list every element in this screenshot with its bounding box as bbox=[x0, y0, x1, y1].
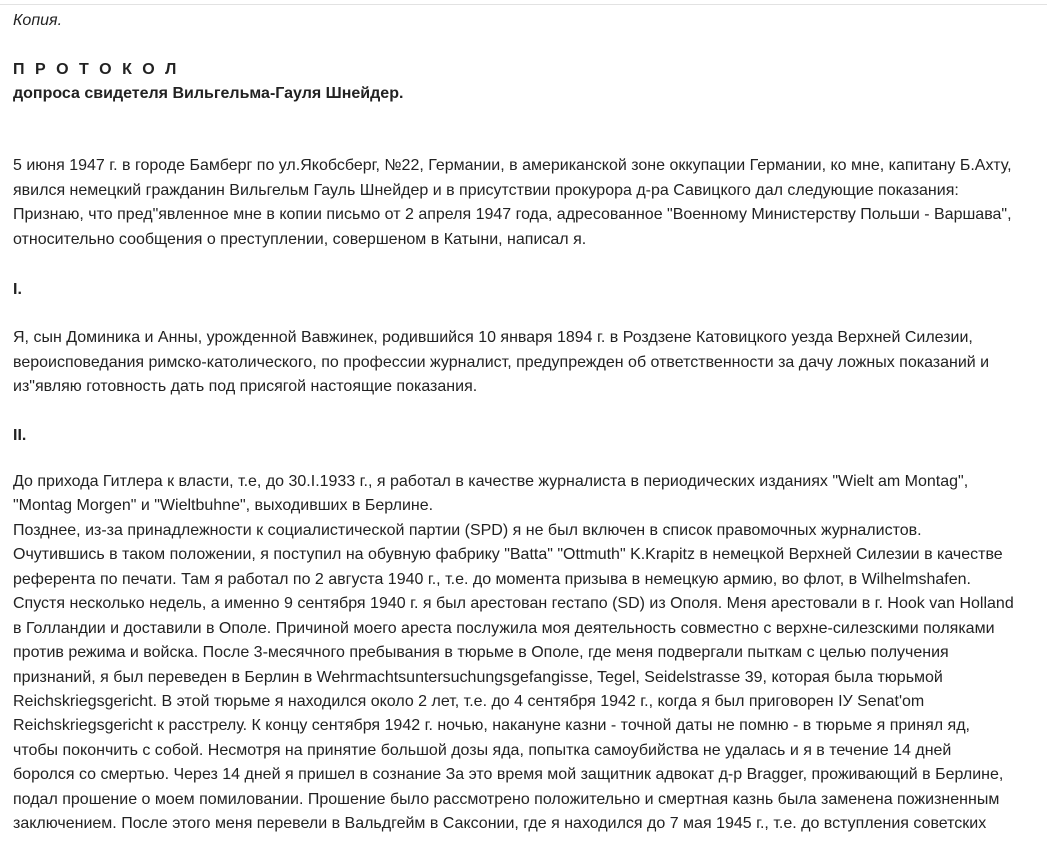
top-divider bbox=[0, 4, 1047, 5]
paragraph-line: референта по печати. Там я работал по 2 августа 1940 г., т.е. до момента призыва в немецкую армию, во флот, в Wilhelmshafen. bbox=[13, 570, 971, 588]
paragraph-line: Reichskriegsgericht. В этой тюрьме я находился около 2 лет, т.е. до 4 сентября 1942 г., когда я был приговорен IУ Senat'om bbox=[13, 692, 925, 710]
paragraph-line: боролся со смертью. Через 14 дней я пришел в сознание За это время мой защитник адвокат д-р Bragger, проживающий в Берлине, bbox=[13, 766, 1004, 784]
paragraph-line: вероисповедания римско-католического, по профессии журналист, предупрежден об ответственности за дачу ложных показаний и bbox=[13, 353, 990, 371]
paragraph-line: заключением. После этого меня перевели в Вальдгейм в Саксонии, где я находился до 7 мая 1945 г., т.е. до вступления советских bbox=[13, 815, 987, 833]
paragraph-line: Я, сын Доминика и Анны, урожденной Вавжинек, родившийся 10 января 1894 г. в Роздзене Катовицкого уезда Верхней Силезии, bbox=[13, 329, 973, 346]
intro-paragraph bbox=[13, 154, 1047, 252]
paragraph-line: подал прошение о моем помиловании. Прошение было рассмотрено положительно и смертная казнь была заменена пожизненным bbox=[13, 790, 1000, 808]
document-title: П Р О Т О К О Л bbox=[13, 61, 180, 78]
paragraph-line: относительно сообщения о преступлении, совершеном в Катыни, написал я. bbox=[13, 230, 587, 248]
paragraph-line: Reichskriegsgericht к расстрелу. К концу сентября 1942 г. ночью, накануне казни - точной даты не помню - в тюрьме я принял яд, bbox=[13, 717, 970, 735]
paragraph-line: До прихода Гитлера к власти, т.е, до 30.I.1933 г., я работал в качестве журналиста в периодических изданиях "Wielt am Montag", bbox=[13, 473, 969, 490]
paragraph-line: Признаю, что пред"явленное мне в копии письмо от 2 апреля 1947 года, адресованное "Военному Министерству Польши - Варшава", bbox=[13, 206, 1012, 224]
paragraph-line: Очутившись в таком положении, я поступил на обувную фабрику "Batta" "Ottmuth" K.Krapitz в немецкой Верхней Силезии в качестве bbox=[13, 546, 1003, 564]
section-1-paragraph bbox=[13, 326, 1047, 400]
paragraph-line: Спустя несколько недель, а именно 9 сентября 1940 г. я был арестован гестапо (SD) из Ополя. Меня арестовали в г. Hook van Holland bbox=[13, 595, 1014, 613]
section-number-2: II. bbox=[13, 427, 27, 444]
paragraph-line: "Montag Morgen" и "Wieltbuhne", выходивших в Берлине. bbox=[13, 497, 434, 515]
document-subtitle: допроса свидетеля Вильгельма-Гауля Шнейдер. bbox=[13, 85, 404, 102]
paragraph-line: из"являю готовность дать под присягой настоящие показания. bbox=[13, 378, 478, 396]
paragraph-line: Позднее, из-за принадлежности к социалистической партии (SPD) я не был включен в список правомочных журналистов. bbox=[13, 521, 922, 539]
section-2-paragraph bbox=[13, 470, 1047, 837]
paragraph-line: против режима и войска. После 3-месячного пребывания в тюрьме в Ополе, где меня подвергали пыткам с целью получения bbox=[13, 644, 949, 662]
paragraph-line: в Голландии и доставили в Ополе. Причиной моего ареста послужила моя деятельность совместно с верхне-силезскими поляками bbox=[13, 619, 995, 637]
copy-label: Копия. bbox=[13, 12, 63, 29]
paragraph-line: 5 июня 1947 г. в городе Бамберг по ул.Якобсберг, №22, Германии, в американской зоне оккупации Германии, ко мне, капитану Б.Ахту, bbox=[13, 157, 1012, 174]
paragraph-line: чтобы покончить с собой. Несмотря на принятие большой дозы яда, попытка самоубийства не удалась и я в течение 14 дней bbox=[13, 741, 952, 759]
section-number-1: I. bbox=[13, 281, 22, 298]
paragraph-line: явился немецкий гражданин Вильгельм Гауль Шнейдер и в присутствии прокурора д-ра Савицкого дал следующие показания: bbox=[13, 181, 959, 199]
paragraph-line: признаний, я был переведен в Берлин в Wehrmachtsuntersuchungsgefangisse, Tegel, Seidelstrasse 39, которая была тюрьмой bbox=[13, 668, 943, 686]
